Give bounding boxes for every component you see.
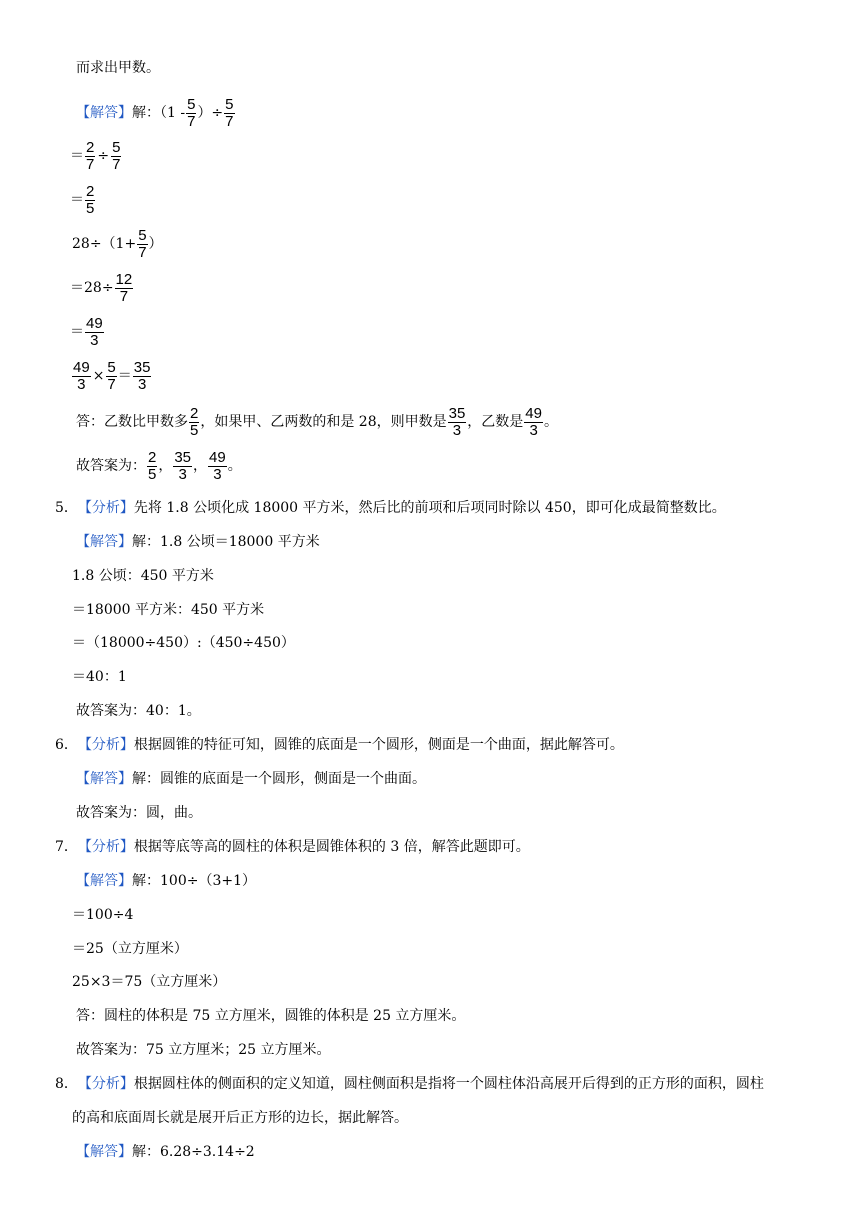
q4-solve-line-1 [76,95,236,131]
comma: ， [193,458,208,474]
fraction-2-7: $\frac{2}{7}$ [86,138,95,173]
q6-analysis-text: 根据圆锥的特征可知，圆锥的底面是一个圆形，侧面是一个曲面，据此解答可。 [133,737,624,753]
q4-close-div: ）÷ [197,105,224,121]
fraction-5-7: $\frac{5}{7}$ [107,358,116,393]
equals-sign: ＝ [117,368,132,384]
q4-solve-line-2 [70,138,122,174]
analysis-tag: 【分析】 [77,500,134,516]
fraction-2-5: $\frac{2}{5}$ [148,448,157,483]
q5-solve-line-3: ＝18000 平方米：450 平方米 [72,602,265,618]
q8-analysis-text-1: 根据圆柱体的侧面积的定义知道，圆柱侧面积是指将一个圆柱体沿高展开后得到的正方形的面积，圆柱 [133,1076,764,1092]
question-number: 7． [55,839,78,855]
q7-final-answer: 故答案为：75 立方厘米；25 立方厘米。 [76,1042,331,1058]
q4-answer-part-a: 答：乙数比甲数多 [76,414,188,430]
fraction-35-3: $\frac{35}{3}$ [174,448,192,483]
q5-analysis-text: 先将 1.8 公顷化成 18000 平方米，然后比的前项和后项同时除以 450，即可化成最简整数比。 [133,500,726,516]
comma: ， [158,458,173,474]
q6-final-answer: 故答案为：圆，曲。 [76,805,202,821]
q4-line4-end: ） [148,236,163,252]
equals-sign: ＝ [70,192,84,208]
q4-solve-line-4 [72,226,163,262]
question-number: 6． [55,737,78,753]
question-number: 8． [55,1076,78,1092]
q5-final-answer: 故答案为：40：1。 [76,703,201,719]
equals-sign: ＝ [70,148,84,164]
q5-solve-line-5: ＝40：1 [72,669,127,685]
fraction-5-7: $\frac{5}{7}$ [138,226,147,261]
q5-analysis [55,498,726,518]
fraction-5-7: $\frac{5}{7}$ [187,95,196,130]
q7-analysis-text: 根据等底等高的圆柱的体积是圆锥体积的 3 倍，解答此题即可。 [133,839,530,855]
analysis-tag: 【分析】 [77,1076,134,1092]
q8-analysis [55,1074,764,1094]
q5-line-text: 解：1.8 公顷＝18000 平方米 [132,534,320,550]
q7-analysis [55,837,530,857]
intro-text: 而求出甲数。 [76,60,160,76]
q4-line4-start: 28÷（1+ [72,236,137,252]
fraction-5-7: $\frac{5}{7}$ [112,138,121,173]
fraction-49-3: $\frac{49}{3}$ [86,314,103,349]
fraction-2-5: $\frac{2}{5}$ [190,404,199,439]
divide-sign: ÷ [97,148,110,164]
q5-solve-line-2: 1.8 公顷：450 平方米 [72,568,214,584]
q6-analysis [55,735,624,755]
fraction-49-3: $\frac{49}{3}$ [209,448,226,483]
fraction-35-3: $\frac{35}{3}$ [448,404,466,439]
period: 。 [227,458,242,474]
q4-solve-prefix: 解：（1 - [132,105,186,121]
q7-line-text: 解：100÷（3+1） [132,873,256,889]
answer-tag: 【解答】 [76,105,132,121]
answer-tag: 【解答】 [76,771,132,787]
q8-solve-line-1 [76,1142,255,1162]
q5-solve-line-1 [76,532,320,552]
final-answer-prefix: 故答案为： [76,458,146,474]
q4-solve-line-6 [70,314,105,350]
q4-solve-line-3 [70,182,96,218]
q7-solve-line-4: 25×3＝75（立方厘米） [72,974,227,990]
answer-tag: 【解答】 [76,1144,132,1160]
q4-solve-line-7 [71,358,152,394]
q4-final-answer [76,448,242,484]
q6-line-text: 解：圆锥的底面是一个圆形，侧面是一个曲面。 [132,771,426,787]
q7-solve-line-3: ＝25（立方厘米） [72,941,188,957]
question-number: 5． [55,500,78,516]
analysis-tag: 【分析】 [77,737,134,753]
times-sign: × [92,368,105,384]
answer-tag: 【解答】 [76,534,132,550]
analysis-tag: 【分析】 [77,839,134,855]
q5-solve-line-4: ＝（18000÷450）:（450÷450） [72,635,295,651]
fraction-2-5: $\frac{2}{5}$ [86,182,95,217]
q8-analysis-text-2: 的高和底面周长就是展开后正方形的边长，据此解答。 [72,1110,408,1126]
equals-sign: ＝ [70,324,84,340]
fraction-35-3: $\frac{35}{3}$ [133,358,151,393]
q4-line5-start: ＝28÷ [70,280,114,296]
fraction-12-7: $\frac{12}{7}$ [115,270,133,305]
q4-answer-part-d: 。 [543,414,558,430]
q7-solve-line-2: ＝100÷4 [72,907,134,923]
fraction-5-7: $\frac{5}{7}$ [225,95,234,130]
q4-solve-line-5 [70,270,134,306]
q8-line-text: 解：6.28÷3.14÷2 [132,1144,255,1160]
answer-tag: 【解答】 [76,873,132,889]
q6-solve-line-1 [76,769,426,789]
q4-answer-line [76,404,558,440]
q7-solve-line-1 [76,871,256,891]
q4-answer-part-b: ，如果甲、乙两数的和是 28，则甲数是 [200,414,447,430]
q7-answer-line: 答：圆柱的体积是 75 立方厘米，圆锥的体积是 25 立方厘米。 [76,1008,466,1024]
q4-answer-part-c: ，乙数是 [467,414,524,430]
fraction-49-3: $\frac{49}{3}$ [525,404,542,439]
fraction-49-3: $\frac{49}{3}$ [73,358,90,393]
